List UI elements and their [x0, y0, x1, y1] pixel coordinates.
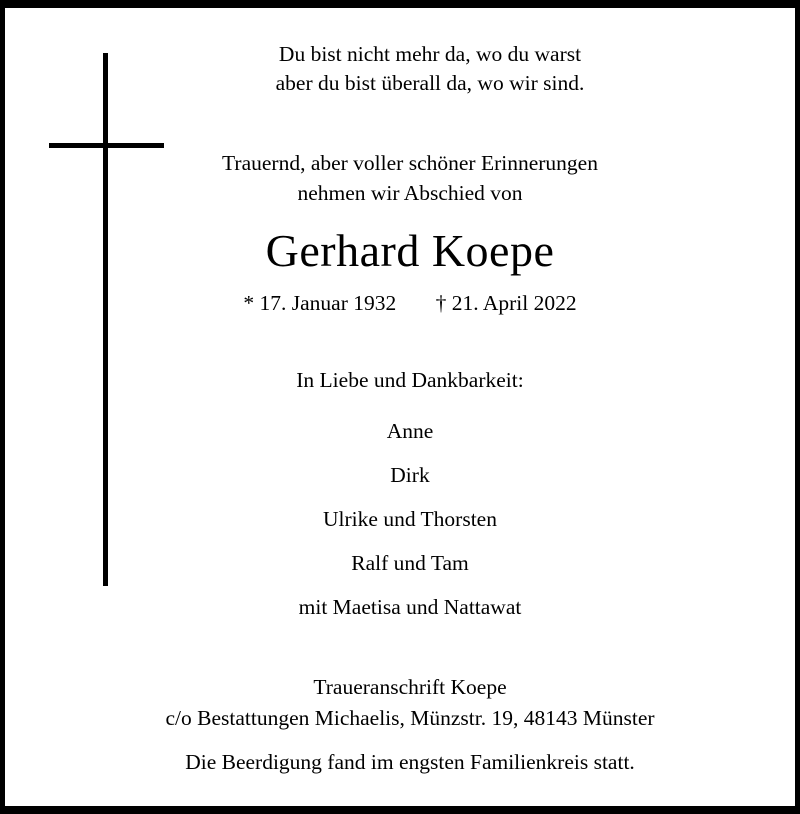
- birth-date: * 17. Januar 1932: [243, 291, 397, 315]
- life-dates: [5, 291, 795, 316]
- motto-block: [5, 40, 795, 98]
- list-item: mit Maetisa und Nattawat: [298, 595, 522, 619]
- death-date: † 21. April 2022: [435, 291, 577, 315]
- footer-block: [5, 672, 795, 778]
- funeral-note: Die Beerdigung fand im engsten Familienkreis statt.: [185, 750, 635, 774]
- mourning-address-title: Traueranschrift Koepe: [313, 675, 507, 699]
- dedication-line: In Liebe und Dankbarkeit:: [296, 368, 524, 392]
- motto-line-1: Du bist nicht mehr da, wo du warst: [278, 42, 582, 66]
- intro-line-1: Trauernd, aber voller schöner Erinnerungen: [222, 151, 598, 175]
- list-item: Anne: [386, 419, 434, 443]
- survivors-list: [5, 419, 795, 620]
- obituary-content: [5, 8, 795, 778]
- intro-block: [5, 148, 795, 208]
- intro-line-2: nehmen wir Abschied von: [297, 181, 523, 205]
- obituary-inner: [5, 8, 795, 806]
- list-item: Dirk: [390, 463, 430, 487]
- list-item: Ulrike und Thorsten: [323, 507, 497, 531]
- mourning-address-details: c/o Bestattungen Michaelis, Münzstr. 19, 48143 Münster: [165, 706, 655, 730]
- motto-line-2: aber du bist überall da, wo wir sind.: [275, 71, 585, 95]
- deceased-name: Gerhard Koepe: [265, 225, 555, 276]
- list-item: Ralf und Tam: [351, 551, 469, 575]
